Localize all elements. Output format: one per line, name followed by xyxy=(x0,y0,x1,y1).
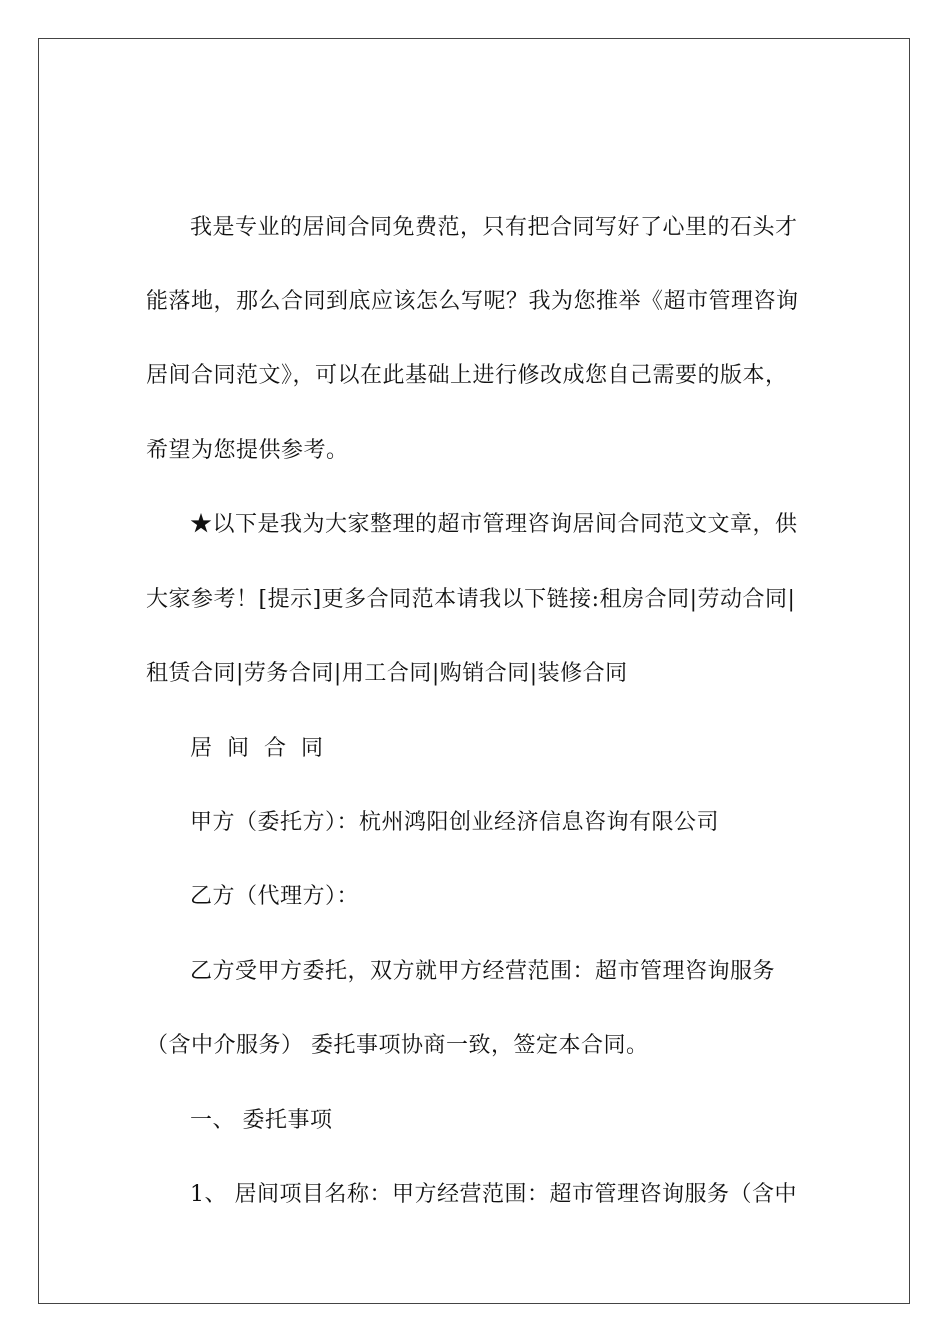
intro-line-1: 我是专业的居间合同免费范，只有把合同写好了心里的石头才 xyxy=(190,215,798,240)
party-a: 甲方（委托方）：杭州鸿阳创业经济信息咨询有限公司 xyxy=(190,810,720,835)
section-1-heading: 一、 委托事项 xyxy=(190,1108,333,1133)
contract-title: 居 间 合 同 xyxy=(190,736,327,761)
intro-line-3: 居间合同范文》，可以在此基础上进行修改成您自己需要的版本， xyxy=(146,363,788,388)
agreement-line-2: （含中介服务） 委托事项协商一致，签定本合同。 xyxy=(146,1033,649,1058)
notice-line-2: 大家参考！[提示]更多合同范本请我以下链接:租房合同|劳动合同| xyxy=(146,587,796,612)
item-1: 1、 居间项目名称：甲方经营范围：超市管理咨询服务（含中 xyxy=(190,1182,797,1207)
agreement-line-1: 乙方受甲方委托，双方就甲方经营范围：超市管理咨询服务 xyxy=(190,959,776,984)
notice-line-1: ★以下是我为大家整理的超市管理咨询居间合同范文文章，供 xyxy=(190,512,798,537)
party-b: 乙方（代理方）： xyxy=(190,884,360,909)
intro-line-4: 希望为您提供参考。 xyxy=(146,438,349,463)
intro-line-2: 能落地，那么合同到底应该怎么写呢？我为您推举《超市管理咨询 xyxy=(146,289,799,314)
notice-line-3: 租赁合同|劳务合同|用工合同|购销合同|装修合同 xyxy=(146,661,628,686)
